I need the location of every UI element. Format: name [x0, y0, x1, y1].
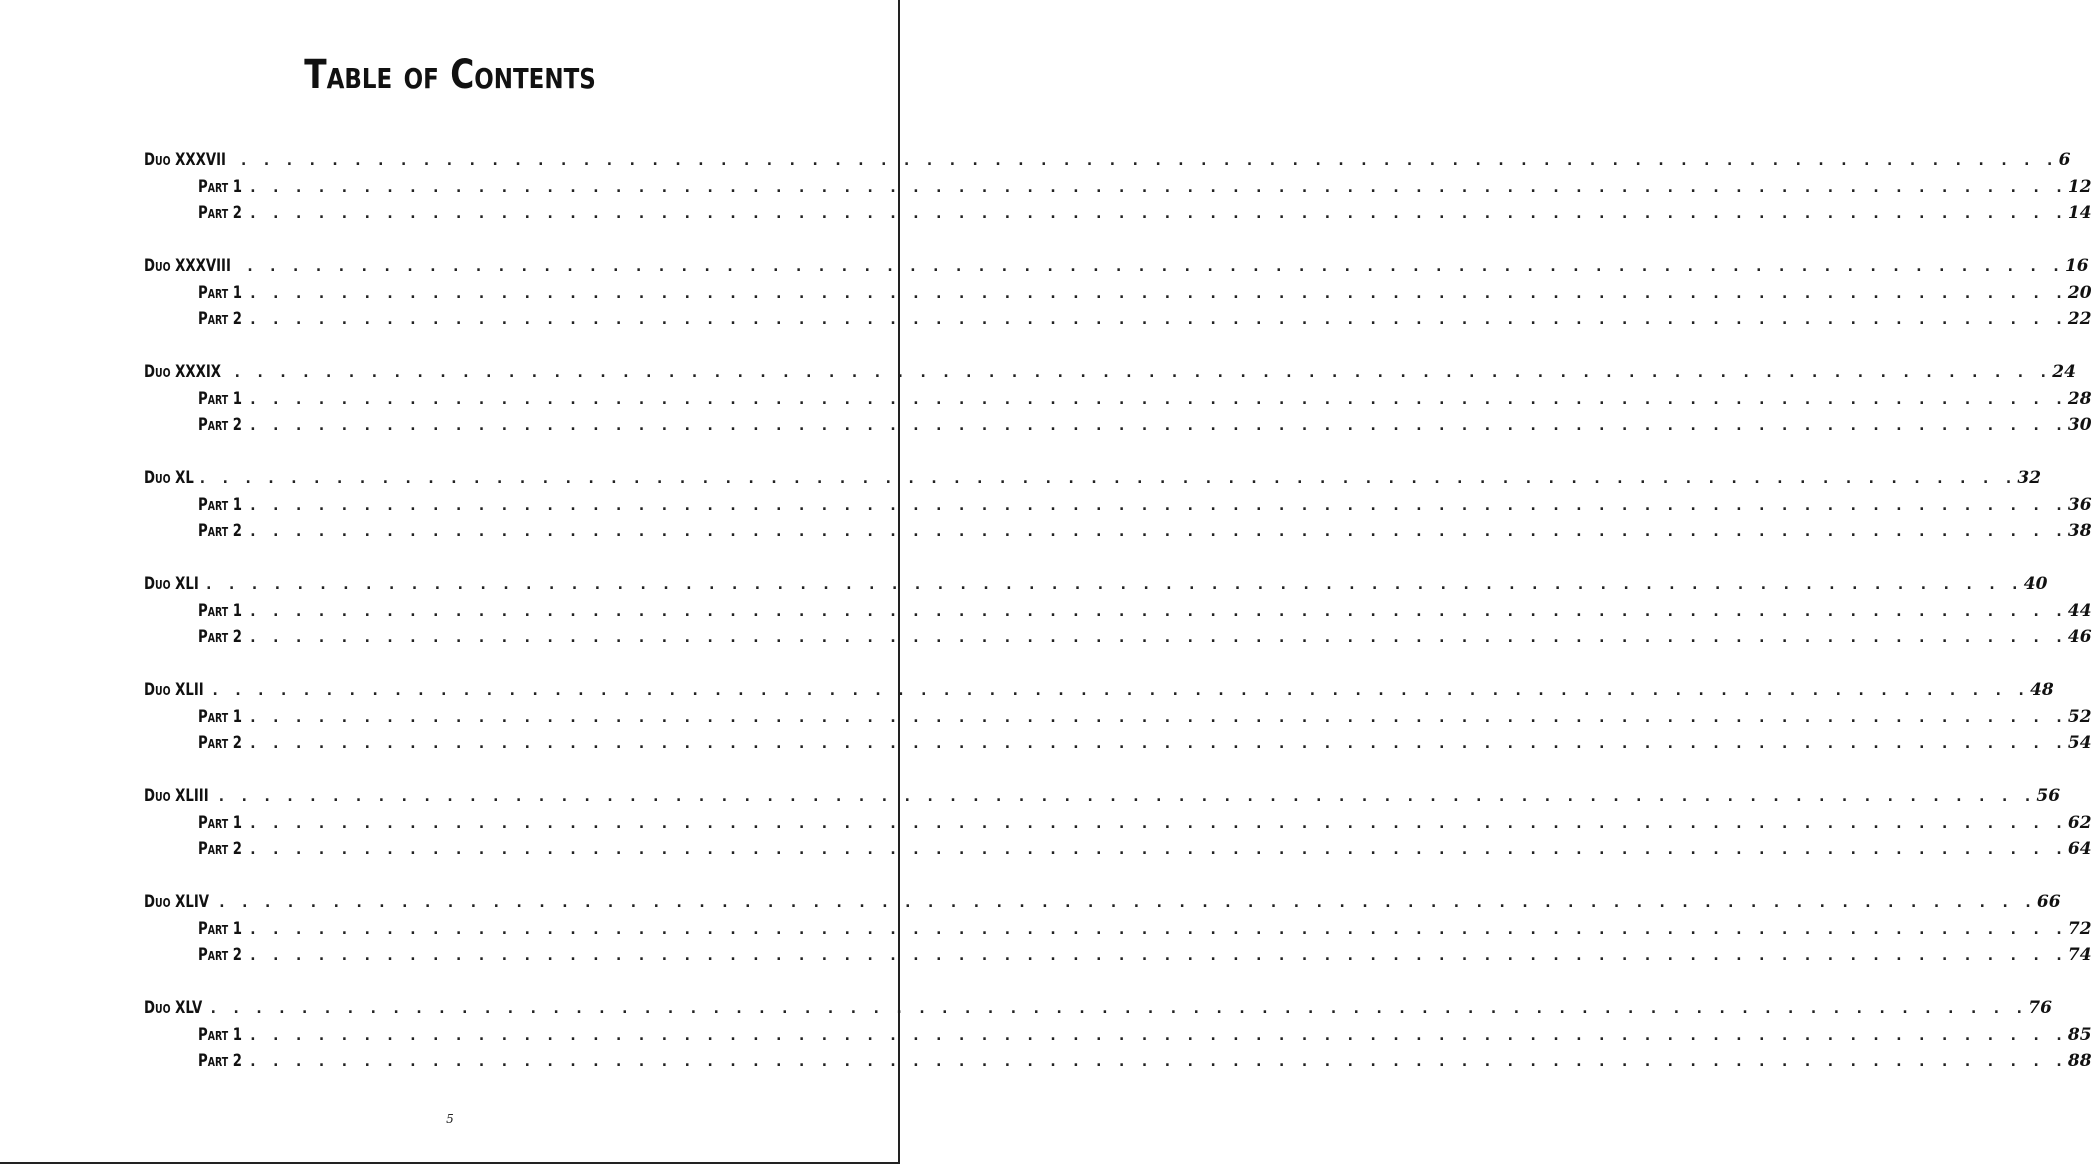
toc-entry-part	[144, 1024, 2092, 1052]
dot-leader: . . . . . . . . . . . . . . . . . . . . . . . . . . . . . . . . . . . . . . . . . . . . . . . . . . . . . . . . . . . . . . . . . . . . . . . . . . . . . . . .	[248, 310, 2066, 328]
entry-page-number: 74	[2067, 945, 2092, 965]
dot-leader: . . . . . . . . . . . . . . . . . . . . . . . . . . . . . . . . . . . . . . . . . . . . . . . . . . . . . . . . . . . . . . . . . . . . . . . . . . . . . . . .	[245, 257, 2063, 275]
toc-entry-part	[144, 627, 2092, 654]
dot-leader: . . . . . . . . . . . . . . . . . . . . . . . . . . . . . . . . . . . . . . . . . . . . . . . . . . . . . . . . . . . . . . . . . . . . . . . . . . . . . . . .	[208, 999, 2027, 1017]
toc-entry-duo	[144, 998, 2052, 1025]
toc-entry-part	[144, 706, 2092, 734]
toc-entry-duo	[144, 680, 2054, 707]
dot-leader: . . . . . . . . . . . . . . . . . . . . . . . . . . . . . . . . . . . . . . . . . . . . . . . . . . . . . . . . . . . . . . . . . . . . . . . . . . . . . . . .	[248, 840, 2066, 858]
entry-page-number: 28	[2067, 388, 2092, 409]
entry-label: Duo XLIV	[144, 892, 210, 912]
entry-label: Part 2	[198, 203, 242, 223]
entry-page-number: 46	[2067, 627, 2092, 647]
entry-page-number: 72	[2067, 918, 2092, 939]
toc-section	[144, 362, 2092, 442]
entry-label: Part 2	[198, 627, 242, 647]
entry-label: Duo XXXVII	[144, 150, 226, 170]
dot-leader: . . . . . . . . . . . . . . . . . . . . . . . . . . . . . . . . . . . . . . . . . . . . . . . . . . . . . . . . . . . . . . . . . . . . . . . . . . . . . . . .	[248, 416, 2066, 434]
toc-section	[144, 256, 2092, 336]
dot-leader: . . . . . . . . . . . . . . . . . . . . . . . . . . . . . . . . . . . . . . . . . . . . . . . . . . . . . . . . . . . . . . . . . . . . . . . . . . . . . . . .	[248, 1052, 2066, 1070]
toc-entry-duo	[144, 468, 2042, 495]
toc-entry-duo	[144, 362, 2076, 389]
dot-leader: . . . . . . . . . . . . . . . . . . . . . . . . . . . . . . . . . . . . . . . . . . . . . . . . . . . . . . . . . . . . . . . . . . . . . . . . . . . . . . . .	[248, 919, 2066, 938]
toc-section	[144, 468, 2092, 548]
entry-label: Part 1	[198, 600, 242, 621]
entry-label: Duo XLIII	[144, 786, 209, 806]
dot-leader: . . . . . . . . . . . . . . . . . . . . . . . . . . . . . . . . . . . . . . . . . . . . . . . . . . . . . . . . . . . . . . . . . . . . . . . . . . . . . . . .	[239, 151, 2057, 169]
entry-label: Duo XXXVIII	[144, 256, 231, 276]
entry-label: Part 1	[198, 1024, 242, 1045]
toc-entry-part	[144, 839, 2092, 866]
dot-leader: . . . . . . . . . . . . . . . . . . . . . . . . . . . . . . . . . . . . . . . . . . . . . . . . . . . . . . . . . . . . . . . . . . . . . . . . . . . . . . . .	[248, 1025, 2066, 1044]
entry-page-number: 32	[2017, 468, 2042, 488]
table-of-contents	[144, 150, 2092, 1104]
dot-leader: . . . . . . . . . . . . . . . . . . . . . . . . . . . . . . . . . . . . . . . . . . . . . . . . . . . . . . . . . . . . . . . . . . . . . . . . . . . . . . . .	[210, 681, 2029, 699]
entry-label: Part 2	[198, 733, 242, 753]
entry-label: Part 1	[198, 388, 242, 409]
entry-page-number: 38	[2067, 521, 2092, 541]
entry-label: Part 1	[198, 706, 242, 727]
toc-section	[144, 680, 2092, 760]
toc-section	[144, 150, 2092, 230]
dot-leader: . . . . . . . . . . . . . . . . . . . . . . . . . . . . . . . . . . . . . . . . . . . . . . . . . . . . . . . . . . . . . . . . . . . . . . . . . . . . . . . .	[217, 893, 2035, 911]
entry-page-number: 16	[2064, 256, 2089, 276]
toc-entry-part	[144, 388, 2092, 416]
entry-label: Part 2	[198, 839, 242, 859]
toc-entry-part	[144, 282, 2092, 310]
entry-label: Duo XLV	[144, 998, 203, 1018]
toc-section	[144, 892, 2092, 972]
toc-entry-duo	[144, 892, 2061, 919]
toc-entry-part	[144, 521, 2092, 548]
entry-label: Part 2	[198, 1051, 242, 1071]
dot-leader: . . . . . . . . . . . . . . . . . . . . . . . . . . . . . . . . . . . . . . . . . . . . . . . . . . . . . . . . . . . . . . . . . . . . . . . . . . . . . . . .	[248, 946, 2066, 964]
entry-label: Duo XXXIX	[144, 362, 222, 382]
dot-leader: . . . . . . . . . . . . . . . . . . . . . . . . . . . . . . . . . . . . . . . . . . . . . . . . . . . . . . . . . . . . . . . . . . . . . . . . . . . . . . . .	[248, 389, 2066, 408]
dot-leader: . . . . . . . . . . . . . . . . . . . . . . . . . . . . . . . . . . . . . . . . . . . . . . . . . . . . . . . . . . . . . . . . . . . . . . . . . . . . . . . .	[248, 283, 2066, 302]
toc-entry-duo	[144, 150, 2071, 177]
entry-page-number: 66	[2036, 892, 2061, 912]
entry-label: Part 2	[198, 945, 242, 965]
dot-leader: . . . . . . . . . . . . . . . . . . . . . . . . . . . . . . . . . . . . . . . . . . . . . . . . . . . . . . . . . . . . . . . . . . . . . . . . . . . . . . . .	[248, 707, 2066, 726]
entry-page-number: 36	[2067, 494, 2092, 515]
entry-label: Part 1	[198, 176, 242, 197]
entry-page-number: 30	[2067, 415, 2092, 435]
toc-entry-duo	[144, 574, 2048, 601]
entry-label: Part 1	[198, 812, 242, 833]
dot-leader: . . . . . . . . . . . . . . . . . . . . . . . . . . . . . . . . . . . . . . . . . . . . . . . . . . . . . . . . . . . . . . . . . . . . . . . . . . . . . . . .	[248, 813, 2066, 832]
entry-page-number: 52	[2067, 706, 2092, 727]
dot-leader: . . . . . . . . . . . . . . . . . . . . . . . . . . . . . . . . . . . . . . . . . . . . . . . . . . . . . . . . . . . . . . . . . . . . . . . . . . . . . . . .	[197, 469, 2016, 487]
entry-label: Part 2	[198, 309, 242, 329]
entry-label: Duo XLII	[144, 680, 204, 700]
toc-entry-part	[144, 309, 2092, 336]
page-title: Table of Contents	[304, 52, 596, 98]
dot-leader: . . . . . . . . . . . . . . . . . . . . . . . . . . . . . . . . . . . . . . . . . . . . . . . . . . . . . . . . . . . . . . . . . . . . . . . . . . . . . . . .	[248, 177, 2066, 196]
page-number: 5	[446, 1112, 454, 1126]
entry-page-number: 64	[2067, 839, 2092, 859]
entry-page-number: 85	[2067, 1024, 2092, 1045]
entry-page-number: 22	[2067, 309, 2092, 329]
dot-leader: . . . . . . . . . . . . . . . . . . . . . . . . . . . . . . . . . . . . . . . . . . . . . . . . . . . . . . . . . . . . . . . . . . . . . . . . . . . . . . . .	[232, 363, 2051, 381]
toc-entry-part	[144, 918, 2092, 946]
entry-page-number: 24	[2052, 362, 2076, 382]
dot-leader: . . . . . . . . . . . . . . . . . . . . . . . . . . . . . . . . . . . . . . . . . . . . . . . . . . . . . . . . . . . . . . . . . . . . . . . . . . . . . . . .	[248, 522, 2066, 540]
entry-page-number: 40	[2023, 574, 2048, 594]
entry-page-number: 6	[2058, 150, 2071, 170]
entry-page-number: 14	[2067, 203, 2092, 223]
toc-entry-part	[144, 600, 2092, 628]
entry-label: Part 1	[198, 282, 242, 303]
entry-label: Part 1	[198, 918, 242, 939]
toc-section	[144, 786, 2092, 866]
entry-page-number: 44	[2067, 600, 2092, 621]
entry-page-number: 20	[2067, 282, 2092, 303]
toc-entry-part	[144, 415, 2092, 442]
toc-entry-duo	[144, 786, 2061, 813]
entry-page-number: 76	[2028, 998, 2052, 1018]
entry-page-number: 62	[2067, 812, 2092, 833]
entry-page-number: 88	[2067, 1051, 2092, 1071]
entry-page-number: 12	[2067, 176, 2092, 197]
dot-leader: . . . . . . . . . . . . . . . . . . . . . . . . . . . . . . . . . . . . . . . . . . . . . . . . . . . . . . . . . . . . . . . . . . . . . . . . . . . . . . . .	[216, 787, 2035, 805]
toc-entry-part	[144, 176, 2092, 204]
toc-entry-part	[144, 1051, 2092, 1078]
dot-leader: . . . . . . . . . . . . . . . . . . . . . . . . . . . . . . . . . . . . . . . . . . . . . . . . . . . . . . . . . . . . . . . . . . . . . . . . . . . . . . . .	[248, 495, 2066, 514]
entry-label: Part 2	[198, 521, 242, 541]
dot-leader: . . . . . . . . . . . . . . . . . . . . . . . . . . . . . . . . . . . . . . . . . . . . . . . . . . . . . . . . . . . . . . . . . . . . . . . . . . . . . . . .	[248, 601, 2066, 620]
entry-label: Duo XL	[144, 468, 194, 488]
toc-entry-part	[144, 945, 2092, 972]
toc-section	[144, 998, 2092, 1078]
toc-entry-part	[144, 203, 2092, 230]
entry-page-number: 54	[2067, 733, 2092, 753]
dot-leader: . . . . . . . . . . . . . . . . . . . . . . . . . . . . . . . . . . . . . . . . . . . . . . . . . . . . . . . . . . . . . . . . . . . . . . . . . . . . . . . .	[248, 204, 2066, 222]
entry-label: Part 1	[198, 494, 242, 515]
toc-section	[144, 574, 2092, 654]
toc-entry-part	[144, 812, 2092, 840]
toc-entry-part	[144, 494, 2092, 522]
entry-page-number: 56	[2036, 786, 2061, 806]
toc-entry-duo	[144, 256, 2089, 283]
toc-entry-part	[144, 733, 2092, 760]
entry-page-number: 48	[2030, 680, 2054, 700]
dot-leader: . . . . . . . . . . . . . . . . . . . . . . . . . . . . . . . . . . . . . . . . . . . . . . . . . . . . . . . . . . . . . . . . . . . . . . . . . . . . . . . .	[248, 734, 2066, 752]
dot-leader: . . . . . . . . . . . . . . . . . . . . . . . . . . . . . . . . . . . . . . . . . . . . . . . . . . . . . . . . . . . . . . . . . . . . . . . . . . . . . . . .	[248, 628, 2066, 646]
entry-label: Part 2	[198, 415, 242, 435]
dot-leader: . . . . . . . . . . . . . . . . . . . . . . . . . . . . . . . . . . . . . . . . . . . . . . . . . . . . . . . . . . . . . . . . . . . . . . . . . . . . . . . .	[204, 575, 2022, 593]
entry-label: Duo XLI	[144, 574, 199, 594]
